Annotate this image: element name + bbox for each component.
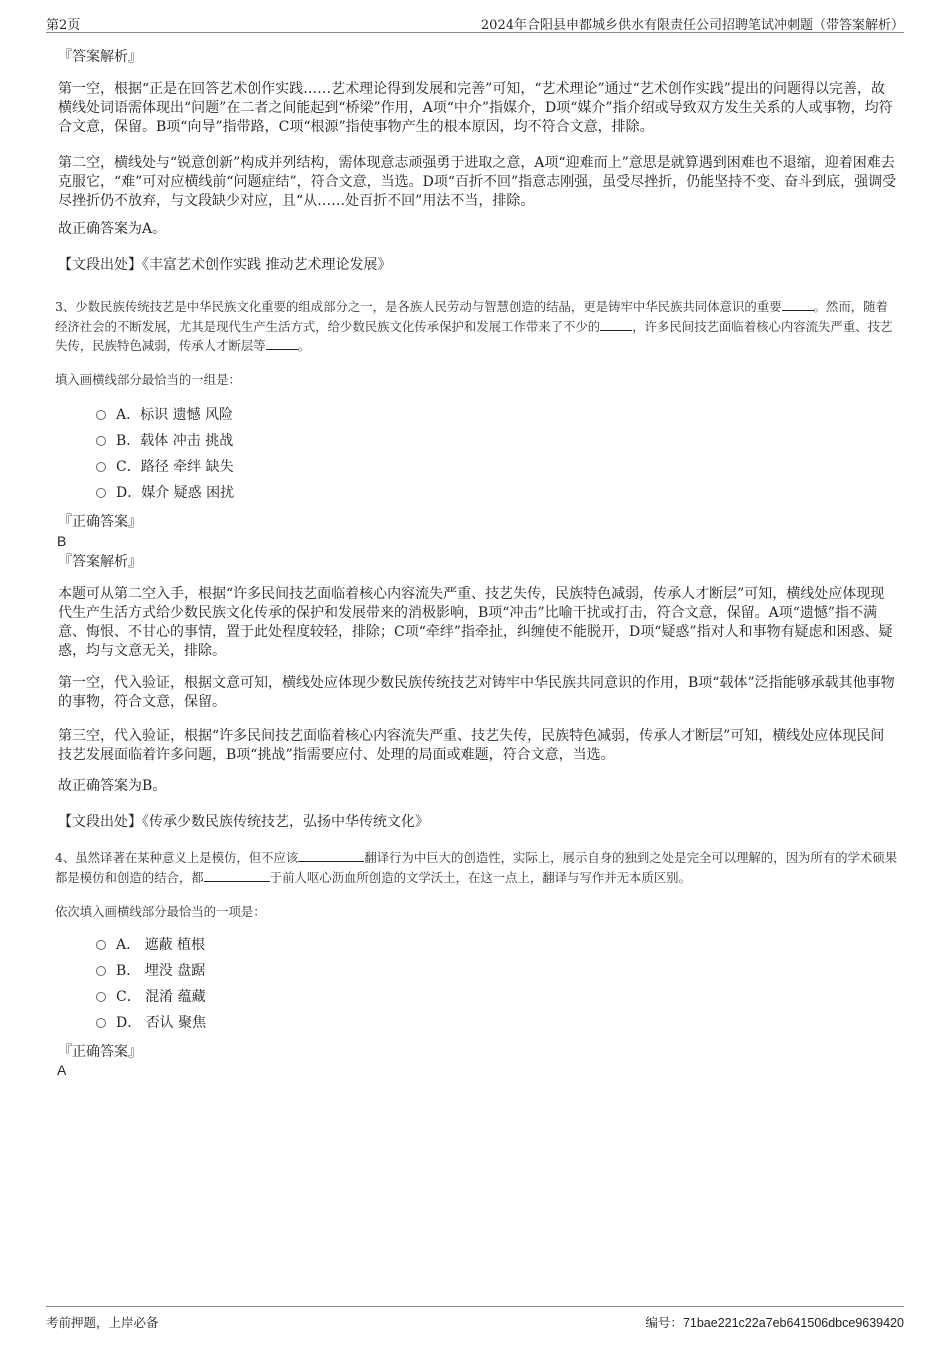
answer-value: B (57, 533, 67, 549)
option-b[interactable]: B． 埋没 盘踞 (96, 962, 205, 980)
document-code: 编号：71bae221c22a7eb641506dbce9639420 (645, 1315, 904, 1330)
analysis-paragraph: 第二空，横线处与“锐意创新”构成并列结构，需体现意志顽强勇于进取之意，A项“迎难而上”意思是就算遇到困难也不退缩，迎着困难去克服它，“难”可对应横线前“问题症结”，符合文意，当选。D项“百折不回”指意志刚强，虽受尽挫折，仍能坚持不变、奋斗到底，强调受尽挫折仍不放弃，与文段缺少对应，且“从……处百折不回”用法不当，排除。 (58, 155, 897, 209)
page-header (46, 12, 904, 33)
page-footer (46, 1306, 904, 1331)
page-number: 第2页 (46, 18, 81, 33)
option-a[interactable]: A．标识 遗憾 风险 (96, 406, 233, 424)
source-citation: 【文段出处】《传承少数民族传统技艺，弘扬中华传统文化》 (58, 814, 429, 830)
source-citation: 【文段出处】《丰富艺术创作实践 推动艺术理论发展》 (58, 257, 392, 273)
radio-icon[interactable] (96, 488, 106, 498)
analysis-label: 『答案解析』 (58, 49, 142, 65)
fill-blank (600, 317, 632, 331)
question-prompt: 依次填入画横线部分最恰当的一项是： (55, 904, 266, 919)
option-c[interactable]: C． 混淆 蕴藏 (96, 988, 206, 1006)
radio-icon[interactable] (96, 436, 106, 446)
radio-icon[interactable] (96, 992, 106, 1002)
option-b[interactable]: B．载体 冲击 挑战 (96, 432, 233, 450)
question-prompt: 填入画横线部分最恰当的一组是： (55, 372, 241, 387)
answer-value: A (57, 1062, 67, 1078)
radio-icon[interactable] (96, 1018, 106, 1028)
analysis-paragraph: 本题可从第二空入手，根据“许多民间技艺面临着核心内容流失严重、技艺失传，民族特色减弱，传承人才断层”可知，横线处应体现现代生产生活方式给少数民族文化传承的保护和发展带来的消极影响，B项“冲击”比喻干扰或打击，符合文意，保留。A项“遗憾”指不满意、悔恨、不甘心的事情，置于此处程度较轻，排除；C项“牵绊”指牵扯，纠缠使不能脱开，D项“疑惑”指对人和事物有疑虑和困惑、疑惑，均与文意无关，排除。 (58, 586, 893, 659)
analysis-label: 『答案解析』 (58, 554, 142, 570)
analysis-paragraph: 第一空，代入验证，根据文意可知，横线处应体现少数民族传统技艺对铸牢中华民族共同意识的作用，B项“载体”泛指能够承载其他事物的事物，符合文意，保留。 (58, 675, 895, 710)
radio-icon[interactable] (96, 940, 106, 950)
fill-blank (204, 868, 270, 882)
conclusion: 故正确答案为B。 (58, 778, 167, 794)
radio-icon[interactable] (96, 462, 106, 472)
footer-slogan: 考前押题，上岸必备 (46, 1315, 159, 1330)
option-a[interactable]: A． 遮蔽 植根 (96, 936, 205, 954)
option-c[interactable]: C．路径 牵绊 缺失 (96, 458, 234, 476)
question-stem: 4、虽然译著在某种意义上是模仿，但不应该 翻译行为中巨大的创造性，实际上，展示自身的独到之处是完全可以理解的，因为所有的学术硕果都是模仿和创造的结合，都 于前人呕心沥血所创造的文学沃土，在这一点上，翻译与写作并无本质区别。 (55, 850, 898, 885)
radio-icon[interactable] (96, 966, 106, 976)
fill-blank (266, 336, 298, 350)
conclusion: 故正确答案为A。 (58, 221, 167, 237)
option-d[interactable]: D． 否认 聚焦 (96, 1014, 206, 1032)
answer-label: 『正确答案』 (58, 514, 142, 530)
document-title: 2024年合阳县申都城乡供水有限责任公司招聘笔试冲刺题（带答案解析） (480, 18, 904, 33)
option-d[interactable]: D．媒介 疑惑 困扰 (96, 484, 234, 502)
answer-label: 『正确答案』 (58, 1044, 142, 1060)
analysis-paragraph: 第三空，代入验证，根据“许多民间技艺面临着核心内容流失严重、技艺失传，民族特色减弱，传承人才断层”可知，横线处应体现民间技艺发展面临着许多问题，B项“挑战”指需要应付、处理的局面或难题，符合文意，当选。 (58, 728, 885, 763)
fill-blank (298, 848, 364, 862)
analysis-paragraph: 第一空，根据“正是在回答艺术创作实践……艺术理论得到发展和完善”可知，“艺术理论”通过“艺术创作实践”提出的问题得以完善，故横线处词语需体现出“问题”在二者之间能起到“桥梁”作用，A项“中介”指媒介，D项“媒介”指介绍或导致双方发生关系的人或事物，均符合文意，保留。B项“向导”指带路，C项“根源”指使事物产生的根本原因，均不符合文意，排除。 (58, 81, 893, 135)
question-stem: 3、少数民族传统技艺是中华民族文化重要的组成部分之一，是各族人民劳动与智慧创造的结晶，更是铸牢中华民族共同体意识的重要 。然而，随着经济社会的不断发展，尤其是现代生产生活方式，给少数民族文化传承保护和发展工作带来了不少的 ，许多民间技艺面临着核心内容流失严重、技艺失传，民族特色减弱，传承人才断层等 。 (55, 299, 893, 353)
radio-icon[interactable] (96, 410, 106, 420)
fill-blank (782, 297, 814, 311)
